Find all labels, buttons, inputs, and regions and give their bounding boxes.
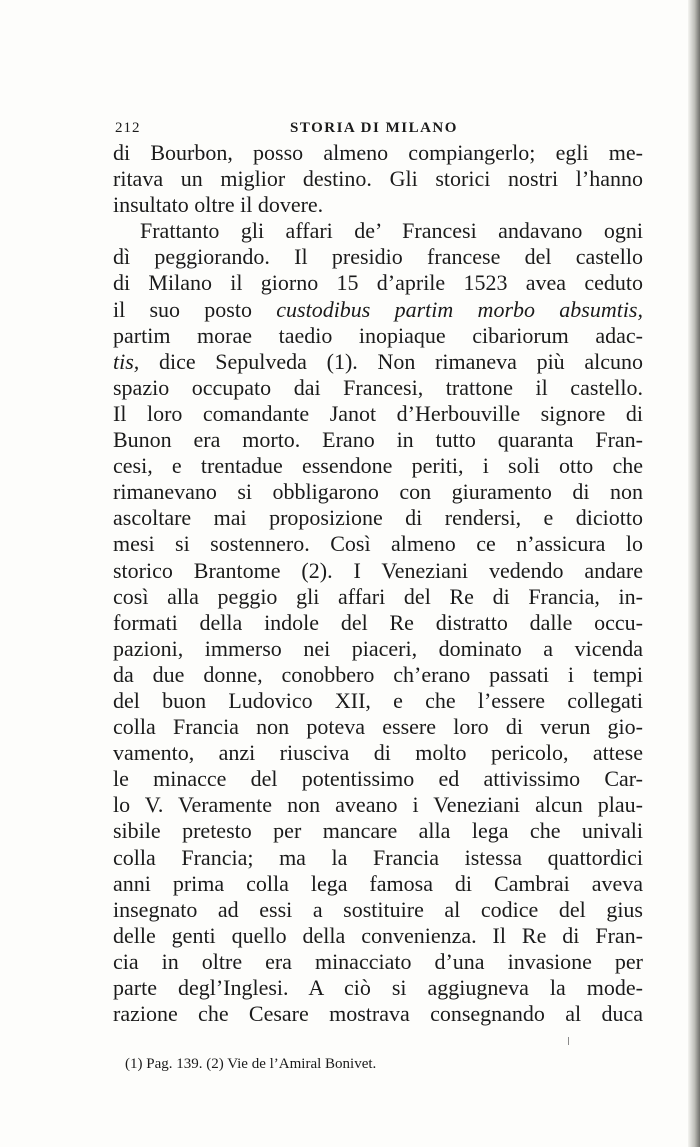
latin-quote-line: partim morae taedio inopiaque cibariorum adac- (113, 322, 643, 348)
text-line: rimanevano si obbligarono con giuramento di non (113, 479, 643, 505)
footnotes: (1) Pag. 139. (2) Vie de l’Amiral Bonivet. (125, 1056, 377, 1072)
text-line: colla Francia; ma la Francia istessa quattordici (113, 844, 643, 870)
text-line: storico Brantome (2). I Veneziani vedendo andare (113, 557, 643, 583)
text-line: mesi si sostennero. Così almeno ce n’assicura lo (113, 531, 643, 557)
text-line: cesi, e trentadue essendone periti, i soli otto che (113, 453, 643, 479)
text-line: Il loro comandante Janot d’Herbouville signore di (113, 400, 643, 426)
text-line: formati della indole del Re distratto dalle occu- (113, 609, 643, 635)
page-edge-shadow (688, 0, 700, 1147)
text-line: ascoltare mai proposizione di rendersi, e diciotto (113, 505, 643, 531)
text-line: del buon Ludovico XII, e che l’essere collegati (113, 687, 643, 713)
text-fragment: il suo posto (113, 296, 252, 322)
text-line: spazio occupato dai Francesi, trattone il castello. (113, 374, 643, 400)
text-line: dì peggiorando. Il presidio francese del castello (113, 244, 643, 270)
text-line (113, 349, 643, 375)
text-line: colla Francia non poteva essere loro di verun gio- (113, 714, 643, 740)
text-line: lo V. Veramente non aveano i Veneziani alcun plau- (113, 792, 643, 818)
latin-quote: tis, (113, 348, 140, 374)
text-line: le minacce del potentissimo ed attivissimo Car- (113, 766, 643, 792)
page-header (115, 120, 645, 140)
text-line: da due donne, conobbero ch’erano passati i tempi (113, 661, 643, 687)
text-fragment: dice Sepulveda (1). Non rimaneva più alcuno (158, 348, 644, 374)
text-line: Frattanto gli affari de’ Francesi andavano ogni (140, 218, 643, 244)
text-line: insegnato ad essi a sostituire al codice del gius (113, 896, 643, 922)
body-text (113, 140, 643, 1027)
text-line: parte degl’Inglesi. A ciò si aggiugneva la mode- (113, 975, 643, 1000)
text-line: di Milano il giorno 15 d’aprile 1523 avea ceduto (113, 270, 643, 296)
text-line: di Bourbon, posso almeno compiangerlo; egli me- (113, 140, 643, 165)
text-line (113, 297, 643, 323)
text-line: Bunon era morto. Erano in tutto quaranta Fran- (113, 427, 643, 453)
text-line: pazioni, immerso nei piaceri, dominato a vicenda (113, 635, 643, 661)
page-number: 212 (115, 120, 141, 136)
text-line: così alla peggio gli affari del Re di Francia, in- (113, 583, 643, 609)
text-line: cia in oltre era minacciato d’una invasione per (113, 948, 643, 974)
text-line: ritava un miglior destino. Gli storici nostri l’hanno (113, 166, 643, 192)
text-line: insultato oltre il dovere. (113, 192, 324, 218)
print-mark (568, 1037, 569, 1045)
text-line: sibile pretesto per mancare alla lega che univali (113, 818, 643, 844)
running-title: STORIA DI MILANO (290, 120, 458, 136)
text-line: razione che Cesare mostrava consegnando al duca (113, 1001, 643, 1027)
text-line: delle genti quello della convenienza. Il Re di Fran- (113, 922, 643, 948)
text-line: vamento, anzi riusciva di molto pericolo, attese (113, 740, 643, 766)
text-line: anni prima colla lega famosa di Cambrai aveva (113, 870, 643, 896)
latin-quote: custodibus partim morbo absumtis, (276, 296, 643, 322)
